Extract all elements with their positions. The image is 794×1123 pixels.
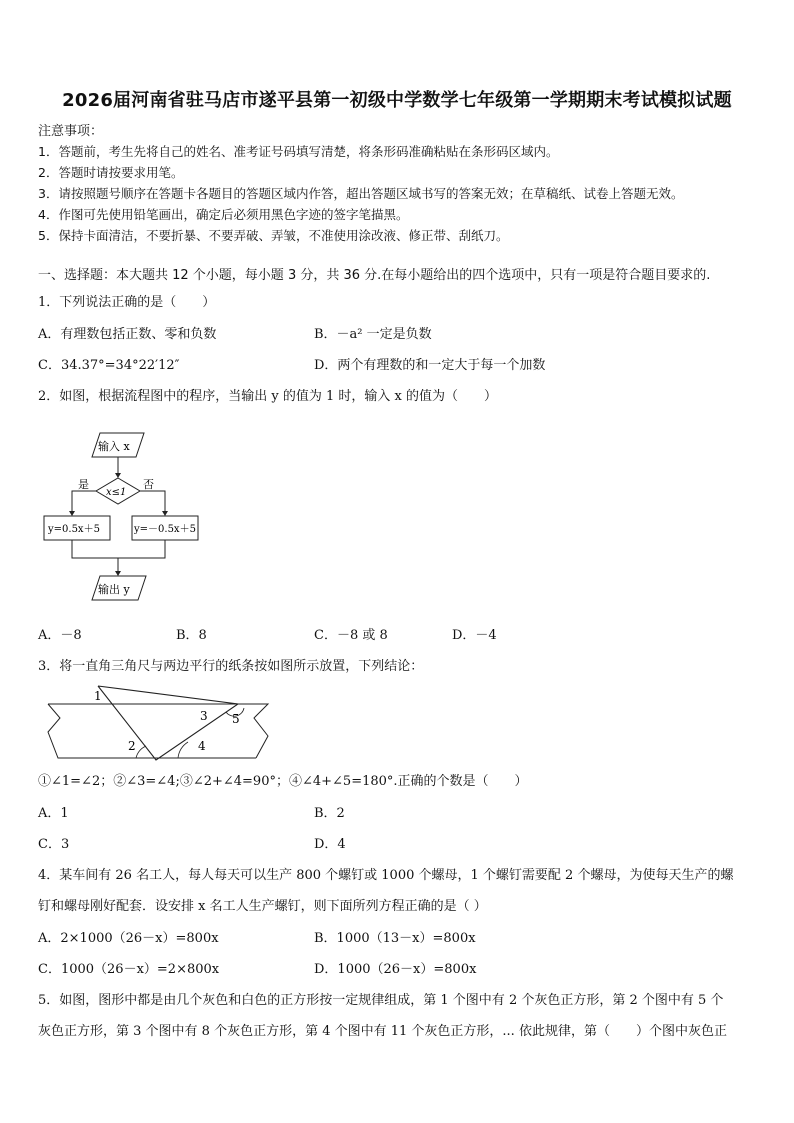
- flow-no-label: 否: [143, 478, 154, 491]
- q2-option-b: B．8: [176, 628, 207, 643]
- q4-option-a: A．2×1000（26－x）=800x: [38, 931, 219, 946]
- flow-output-label: 输出 y: [98, 583, 130, 596]
- notice-item-3: 3．请按照题号顺序在答题卡各题目的答题区域内作答，超出答题区域书写的答案无效；在草稿纸、试卷上答题无效。: [38, 186, 684, 201]
- section-heading: 一、选择题：本大题共 12 个小题，每小题 3 分，共 36 分.在每小题给出的四个选项中，只有一项是符合题目要求的.: [38, 268, 711, 283]
- q4-option-d: D．1000（26－x）=800x: [314, 962, 477, 977]
- flow-right-formula: y=－0.5x＋5: [134, 524, 196, 535]
- q1-option-d: D．两个有理数的和一定大于每一个加数: [314, 358, 546, 373]
- q3-conclusions: ①∠1=∠2；②∠3=∠4;③∠2+∠4=90°；④∠4+∠5=180°.正确的个数是（ ）: [38, 774, 528, 789]
- q2-option-c: C．－8 或 8: [314, 628, 388, 643]
- q3-option-c: C．3: [38, 837, 70, 852]
- notice-item-5: 5．保持卡面清洁，不要折暴、不要弄破、弄皱，不准使用涂改液、修正带、刮纸刀。: [38, 228, 509, 243]
- q1-option-b: B．－a² 一定是负数: [314, 327, 432, 342]
- q3-option-a: A．1: [38, 806, 69, 821]
- notice-item-2: 2．答题时请按要求用笔。: [38, 165, 184, 180]
- q3-stem: 3．将一直角三角尺与两边平行的纸条按如图所示放置，下列结论：: [38, 659, 424, 674]
- angle-label-5: 5: [232, 712, 240, 726]
- q5-line2: 灰色正方形，第 3 个图中有 8 个灰色正方形，第 4 个图中有 11 个灰色正方形，... 依此规律，第（ ）个图中灰色正: [38, 1024, 727, 1039]
- flow-condition-label: x≤1: [106, 487, 127, 498]
- page-title: 2026届河南省驻马店市遂平县第一初级中学数学七年级第一学期期末考试模拟试题: [62, 90, 732, 111]
- flow-input-label: 输入 x: [98, 440, 130, 453]
- notice-item-1: 1．答题前，考生先将自己的姓名、准考证号码填写清楚，将条形码准确粘贴在条形码区域内。: [38, 144, 559, 159]
- q1-stem: 1．下列说法正确的是（ ）: [38, 295, 216, 310]
- flow-left-formula: y=0.5x＋5: [48, 524, 100, 535]
- q4-option-b: B．1000（13－x）=800x: [314, 931, 476, 946]
- angle-label-4: 4: [198, 739, 206, 753]
- q4-stem-line2: 钉和螺母刚好配套．设安排 x 名工人生产螺钉，则下面所列方程正确的是（ ）: [38, 899, 487, 914]
- q2-option-a: A．－8: [38, 628, 82, 643]
- q2-option-d: D．－4: [452, 628, 497, 643]
- q1-option-c: C．34.37°=34°22′12″: [38, 358, 180, 373]
- angle-label-1: 1: [94, 689, 102, 703]
- q5-line1: 5．如图，图形中都是由几个灰色和白色的正方形按一定规律组成，第 1 个图中有 2 个灰色正方形，第 2 个图中有 5 个: [38, 993, 724, 1008]
- angle-label-2: 2: [128, 739, 136, 753]
- q3-option-d: D．4: [314, 837, 346, 852]
- q3-option-b: B．2: [314, 806, 345, 821]
- right-triangle: [98, 686, 238, 760]
- notice-item-4: 4．作图可先使用铅笔画出，确定后必须用黑色字迹的签字笔描黑。: [38, 207, 409, 222]
- q4-stem-line1: 4．某车间有 26 名工人，每人每天可以生产 800 个螺钉或 1000 个螺母，1 个螺钉需要配 2 个螺母，为使每天生产的螺: [38, 868, 734, 883]
- flowchart-diagram: [38, 425, 208, 610]
- triangle-strip-diagram: [38, 678, 278, 764]
- q4-option-c: C．1000（26－x）=2×800x: [38, 962, 220, 977]
- notice-heading: 注意事项：: [38, 124, 104, 139]
- q2-stem: 2．如图，根据流程图中的程序，当输出 y 的值为 1 时，输入 x 的值为（ ）: [38, 389, 498, 404]
- strip-left-edge: [48, 704, 256, 758]
- angle-label-3: 3: [200, 709, 208, 723]
- q1-option-a: A．有理数包括正数、零和负数: [38, 327, 217, 342]
- flow-yes-label: 是: [78, 478, 89, 491]
